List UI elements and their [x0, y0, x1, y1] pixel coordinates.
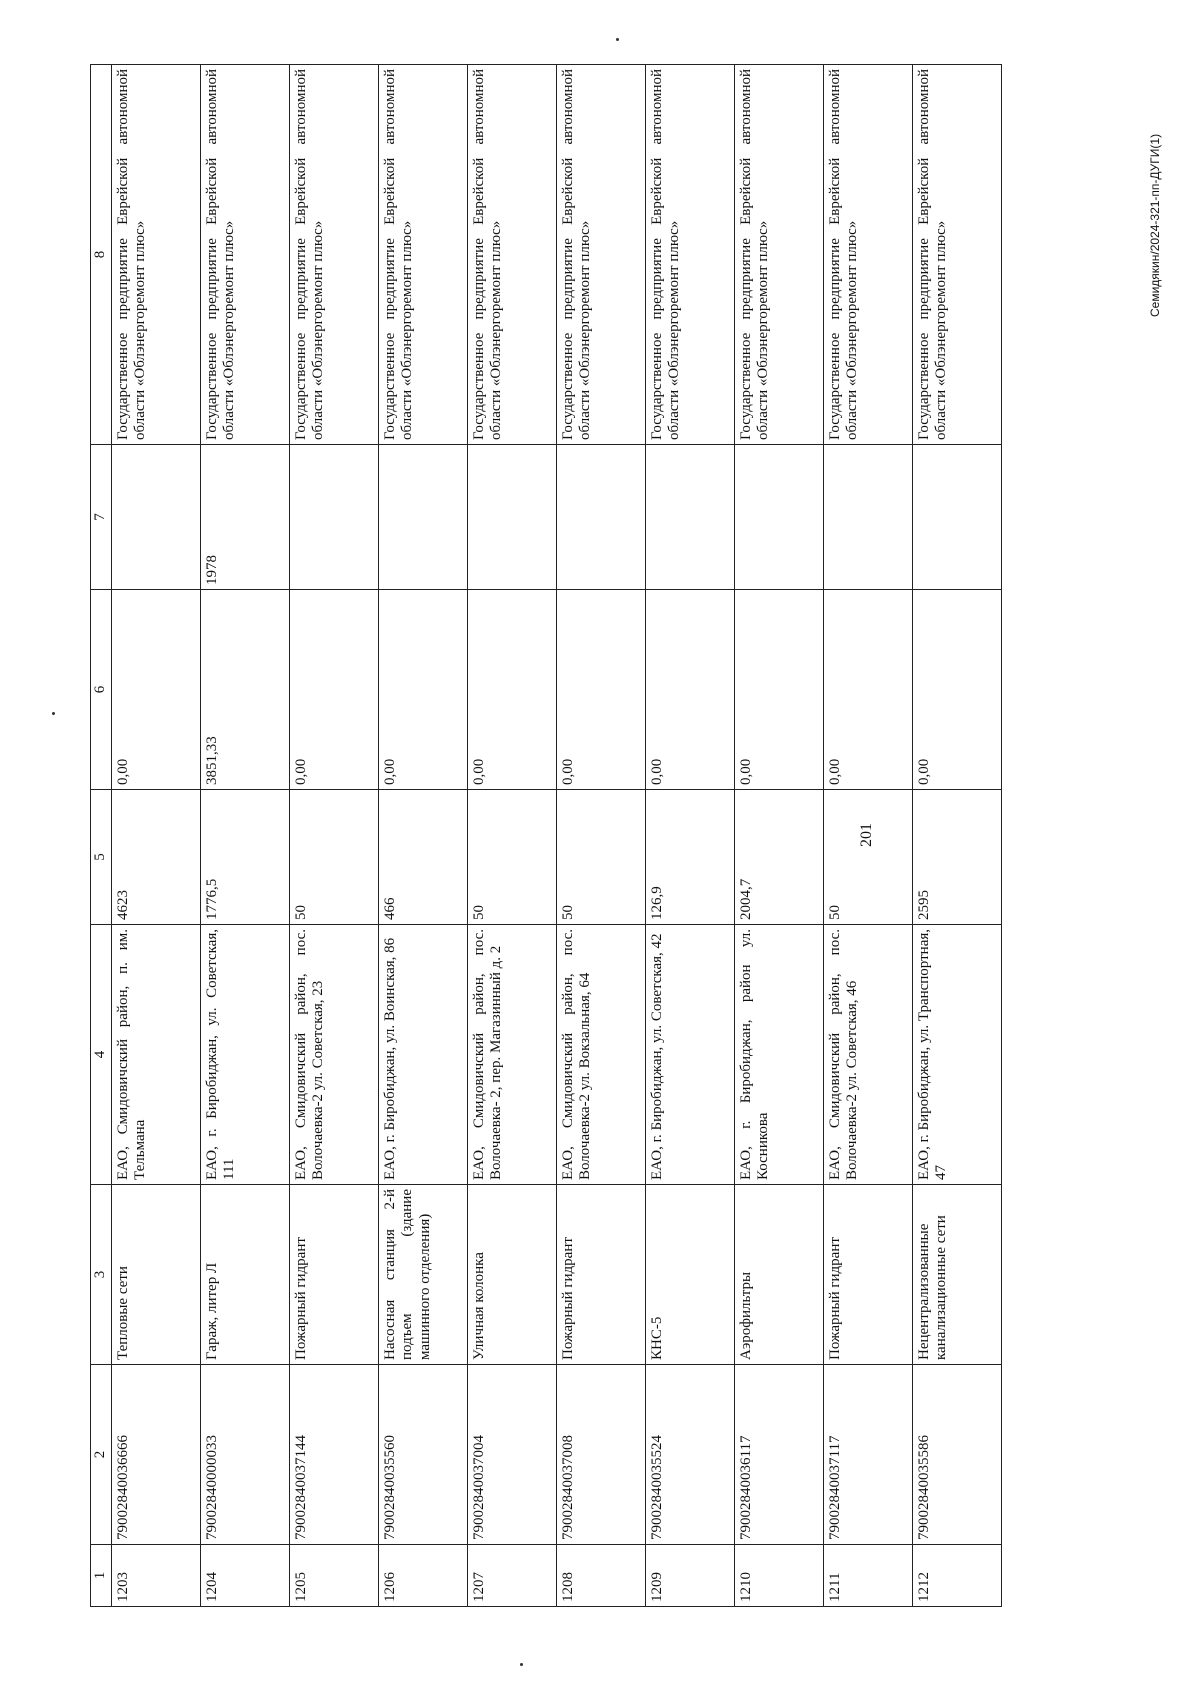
object-name-cell: Пожарный гидрант — [824, 1185, 913, 1365]
cadastral-code-cell: 79002840035524 — [646, 1365, 735, 1545]
page-number: 201 — [858, 823, 875, 847]
address-cell: ЕАО, Смидовичский район, пос. Волочаевка-2 ул. Вокзальная, 64 — [557, 925, 646, 1185]
column-header: 3 — [91, 1185, 112, 1365]
address-cell: ЕАО, г. Биробиджан, ул. Советская, 111 — [201, 925, 290, 1185]
column-header: 4 — [91, 925, 112, 1185]
row-number-cell: 1211 — [824, 1545, 913, 1607]
column-header: 6 — [91, 590, 112, 790]
object-name-cell: Пожарный гидрант — [290, 1185, 379, 1365]
column-header: 5 — [91, 790, 112, 925]
year-cell — [468, 445, 557, 590]
row-number-cell: 1205 — [290, 1545, 379, 1607]
value-cell: 0,00 — [824, 590, 913, 790]
address-cell: ЕАО, Смидовичский район, пос. Волочаевка- 2, пер. Магазинный д. 2 — [468, 925, 557, 1185]
value-cell: 0,00 — [112, 590, 201, 790]
year-cell — [824, 445, 913, 590]
object-name-cell: Аэрофильтры — [735, 1185, 824, 1365]
owner-cell: Государственное предприятие Еврейской автономной области «Облэнергоремонт плюс» — [824, 65, 913, 445]
table-row — [824, 65, 913, 1607]
table-row — [112, 65, 201, 1607]
table-row — [379, 65, 468, 1607]
area-cell: 2595 — [913, 790, 1002, 925]
table-row — [913, 65, 1002, 1607]
cadastral-code-cell: 79002840035560 — [379, 1365, 468, 1545]
object-name-cell: Гараж, литер Л — [201, 1185, 290, 1365]
cadastral-code-cell: 79002840037117 — [824, 1365, 913, 1545]
row-number-cell: 1208 — [557, 1545, 646, 1607]
year-cell — [735, 445, 824, 590]
cadastral-code-cell: 79002840036117 — [735, 1365, 824, 1545]
owner-cell: Государственное предприятие Еврейской автономной области «Облэнергоремонт плюс» — [290, 65, 379, 445]
owner-cell: Государственное предприятие Еврейской автономной области «Облэнергоремонт плюс» — [913, 65, 1002, 445]
row-number-cell: 1204 — [201, 1545, 290, 1607]
table-row — [646, 65, 735, 1607]
area-cell: 50 — [557, 790, 646, 925]
owner-cell: Государственное предприятие Еврейской автономной области «Облэнергоремонт плюс» — [735, 65, 824, 445]
row-number-cell: 1206 — [379, 1545, 468, 1607]
cadastral-code-cell: 79002840037144 — [290, 1365, 379, 1545]
address-cell: ЕАО, Смидовичский район, пос. Волочаевка-2 ул. Советская, 46 — [824, 925, 913, 1185]
year-cell — [290, 445, 379, 590]
table-row — [468, 65, 557, 1607]
value-cell: 0,00 — [646, 590, 735, 790]
header-row — [91, 65, 112, 1607]
cadastral-code-cell: 79002840035586 — [913, 1365, 1002, 1545]
area-cell: 50 — [468, 790, 557, 925]
area-cell: 50 — [824, 790, 913, 925]
area-cell: 4623 — [112, 790, 201, 925]
year-cell — [557, 445, 646, 590]
value-cell: 0,00 — [557, 590, 646, 790]
table-row — [557, 65, 646, 1607]
address-cell: ЕАО, г. Биробиджан, район ул. Косникова — [735, 925, 824, 1185]
year-cell — [913, 445, 1002, 590]
column-header: 2 — [91, 1365, 112, 1545]
row-number-cell: 1203 — [112, 1545, 201, 1607]
object-name-cell: Пожарный гидрант — [557, 1185, 646, 1365]
cadastral-code-cell: 79002840037004 — [468, 1365, 557, 1545]
document-footer: Семидякин/2024-321-пп-ДУГИ(1) — [1148, 133, 1162, 317]
owner-cell: Государственное предприятие Еврейской автономной области «Облэнергоремонт плюс» — [468, 65, 557, 445]
cadastral-code-cell: 79002840037008 — [557, 1365, 646, 1545]
table-row — [290, 65, 379, 1607]
owner-cell: Государственное предприятие Еврейской автономной области «Облэнергоремонт плюс» — [646, 65, 735, 445]
year-cell — [646, 445, 735, 590]
table-row — [201, 65, 290, 1607]
object-name-cell: Тепловые сети — [112, 1185, 201, 1365]
address-cell: ЕАО, г. Биробиджан, ул. Воинская, 86 — [379, 925, 468, 1185]
owner-cell: Государственное предприятие Еврейской автономной области «Облэнергоремонт плюс» — [557, 65, 646, 445]
year-cell — [379, 445, 468, 590]
column-header: 1 — [91, 1545, 112, 1607]
property-table — [90, 64, 1002, 1607]
address-cell: ЕАО, г. Биробиджан, ул. Советская, 42 — [646, 925, 735, 1185]
value-cell: 0,00 — [913, 590, 1002, 790]
row-number-cell: 1209 — [646, 1545, 735, 1607]
address-cell: ЕАО, Смидовичский район, п. им. Тельмана — [112, 925, 201, 1185]
object-name-cell: КНС-5 — [646, 1185, 735, 1365]
area-cell: 1776,5 — [201, 790, 290, 925]
address-cell: ЕАО, г. Биробиджан, ул. Транспортная, 47 — [913, 925, 1002, 1185]
area-cell: 50 — [290, 790, 379, 925]
column-header: 7 — [91, 445, 112, 590]
owner-cell: Государственное предприятие Еврейской автономной области «Облэнергоремонт плюс» — [379, 65, 468, 445]
value-cell: 3851,33 — [201, 590, 290, 790]
area-cell: 126,9 — [646, 790, 735, 925]
address-cell: ЕАО, Смидовичский район, пос. Волочаевка-2 ул. Советская, 23 — [290, 925, 379, 1185]
year-cell — [112, 445, 201, 590]
column-header: 8 — [91, 65, 112, 445]
object-name-cell: Нецентрализованные канализационные сети — [913, 1185, 1002, 1365]
row-number-cell: 1212 — [913, 1545, 1002, 1607]
owner-cell: Государственное предприятие Еврейской автономной области «Облэнергоремонт плюс» — [112, 65, 201, 445]
row-number-cell: 1210 — [735, 1545, 824, 1607]
object-name-cell: Насосная станция 2-й подъем (здание машинного отделения) — [379, 1185, 468, 1365]
cadastral-code-cell: 79002840000033 — [201, 1365, 290, 1545]
value-cell: 0,00 — [735, 590, 824, 790]
year-cell: 1978 — [201, 445, 290, 590]
area-cell: 466 — [379, 790, 468, 925]
owner-cell: Государственное предприятие Еврейской автономной области «Облэнергоремонт плюс» — [201, 65, 290, 445]
object-name-cell: Уличная колонка — [468, 1185, 557, 1365]
value-cell: 0,00 — [290, 590, 379, 790]
area-cell: 2004,7 — [735, 790, 824, 925]
cadastral-code-cell: 79002840036666 — [112, 1365, 201, 1545]
value-cell: 0,00 — [468, 590, 557, 790]
value-cell: 0,00 — [379, 590, 468, 790]
table-row — [735, 65, 824, 1607]
row-number-cell: 1207 — [468, 1545, 557, 1607]
